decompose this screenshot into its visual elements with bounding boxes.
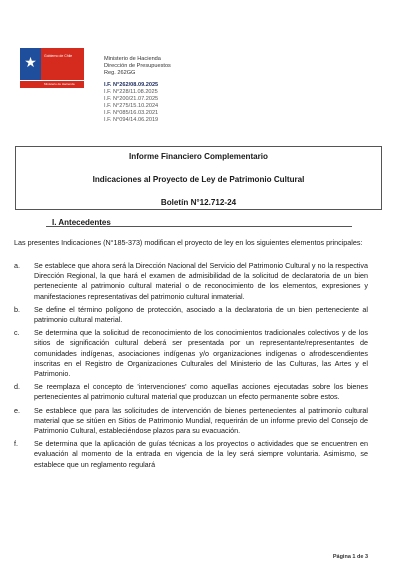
modifications-list xyxy=(14,261,368,473)
report-reference: I.F. N°085/16.03.2021 xyxy=(104,110,159,116)
government-logo xyxy=(20,48,84,88)
section-heading: I. Antecedentes xyxy=(52,218,111,227)
list-item-text: Se establece que para las solicitudes de intervención de bienes pertenecientes al patrimonio cultural material que se sitúen en Sitios de Patrimonio Mundial, requerirán de un informe previo del Consejo de Patrimonio Cultural, estableciéndose plazos para su evacuación. xyxy=(34,405,368,436)
list-item-text: Se establece que ahora será la Dirección Nacional del Servicio del Patrimonio Cultural y no la respectiva Dirección Regional, la que hará el examen de admisibilidad de la solicitud de declaratoria de un bien perteneciente al patrimonio cultural material o de reconocimiento de los elementos, expresiones y manifestaciones representativas del patrimonio cultural inmaterial. xyxy=(34,261,368,301)
star-icon: ★ xyxy=(24,54,37,70)
report-reference: I.F. N°228/11.08.2025 xyxy=(104,89,158,95)
document-header xyxy=(104,56,171,124)
page-number: Página 1 de 3 xyxy=(332,554,368,560)
list-item-text: Se determina que la solicitud de reconocimiento de los conocimientos tradicionales colectivos y de los sitios de significación cultural deberá ser presentada por un representante/representantes de comunidades indígenas, asociaciones indígenas y/o organizaciones indígenas o afrodescendientes inscritas en el Registro de Organizaciones Culturales del Ministerio de las Culturas, las Artes y el Patrimonio. xyxy=(34,328,368,379)
report-title: Informe Financiero Complementario xyxy=(129,152,268,161)
list-item xyxy=(14,439,368,470)
list-item-text: Se define el término polígono de protección, asociado a la declaratoria de un bien perteneciente al patrimonio cultural material. xyxy=(34,304,368,325)
ministry-name: Ministerio de Hacienda xyxy=(104,56,161,62)
list-item-letter: e. xyxy=(14,405,20,415)
list-item xyxy=(14,406,368,437)
logo-blue-panel xyxy=(20,48,41,80)
logo-subtitle: Ministerio de Hacienda xyxy=(20,80,84,88)
report-reference-main: I.F. N°262/08.09.2025 xyxy=(104,82,159,88)
list-item-text: Se reemplaza el concepto de 'intervenciones' como aquellas acciones ejecutadas sobre los bienes pertenecientes al patrimonio cultural material que produzcan un efecto permanente sobre estos. xyxy=(34,382,368,402)
section-divider xyxy=(46,226,352,227)
list-item-letter: d. xyxy=(14,382,20,392)
registration-number: Reg. 262GG xyxy=(104,70,136,76)
report-subtitle: Indicaciones al Proyecto de Ley de Patrimonio Cultural xyxy=(92,175,305,184)
bulletin-number: Boletín N°12.712-24 xyxy=(160,198,237,207)
report-title-box xyxy=(15,146,382,210)
list-item xyxy=(14,261,368,302)
list-item xyxy=(14,382,368,402)
list-item-letter: f. xyxy=(14,439,18,449)
report-reference: I.F. N°094/14.06.2019 xyxy=(104,117,159,123)
list-item-letter: a. xyxy=(14,261,20,270)
list-item-text: Se determina que la aplicación de guías técnicas a los proyectos o actividades que se encuentren en evaluación al momento de la entrada en vigencia de la ley será siempre voluntaria. Asimismo, se establece que un reglamento regulará xyxy=(34,439,368,469)
intro-paragraph: Las presentes Indicaciones (N°185-373) modifican el proyecto de ley en los siguientes elementos principales: xyxy=(14,238,363,247)
report-reference: I.F. N°200/21.07.2025 xyxy=(104,96,159,102)
logo-red-panel: Gobierno de Chile xyxy=(41,48,84,80)
list-item xyxy=(14,328,368,379)
list-item xyxy=(14,305,368,325)
report-reference: I.F. N°275/15.10.2024 xyxy=(104,103,159,109)
direction-name: Dirección de Presupuestos xyxy=(104,63,171,69)
list-item-letter: c. xyxy=(14,328,20,338)
list-item-letter: b. xyxy=(14,304,20,314)
